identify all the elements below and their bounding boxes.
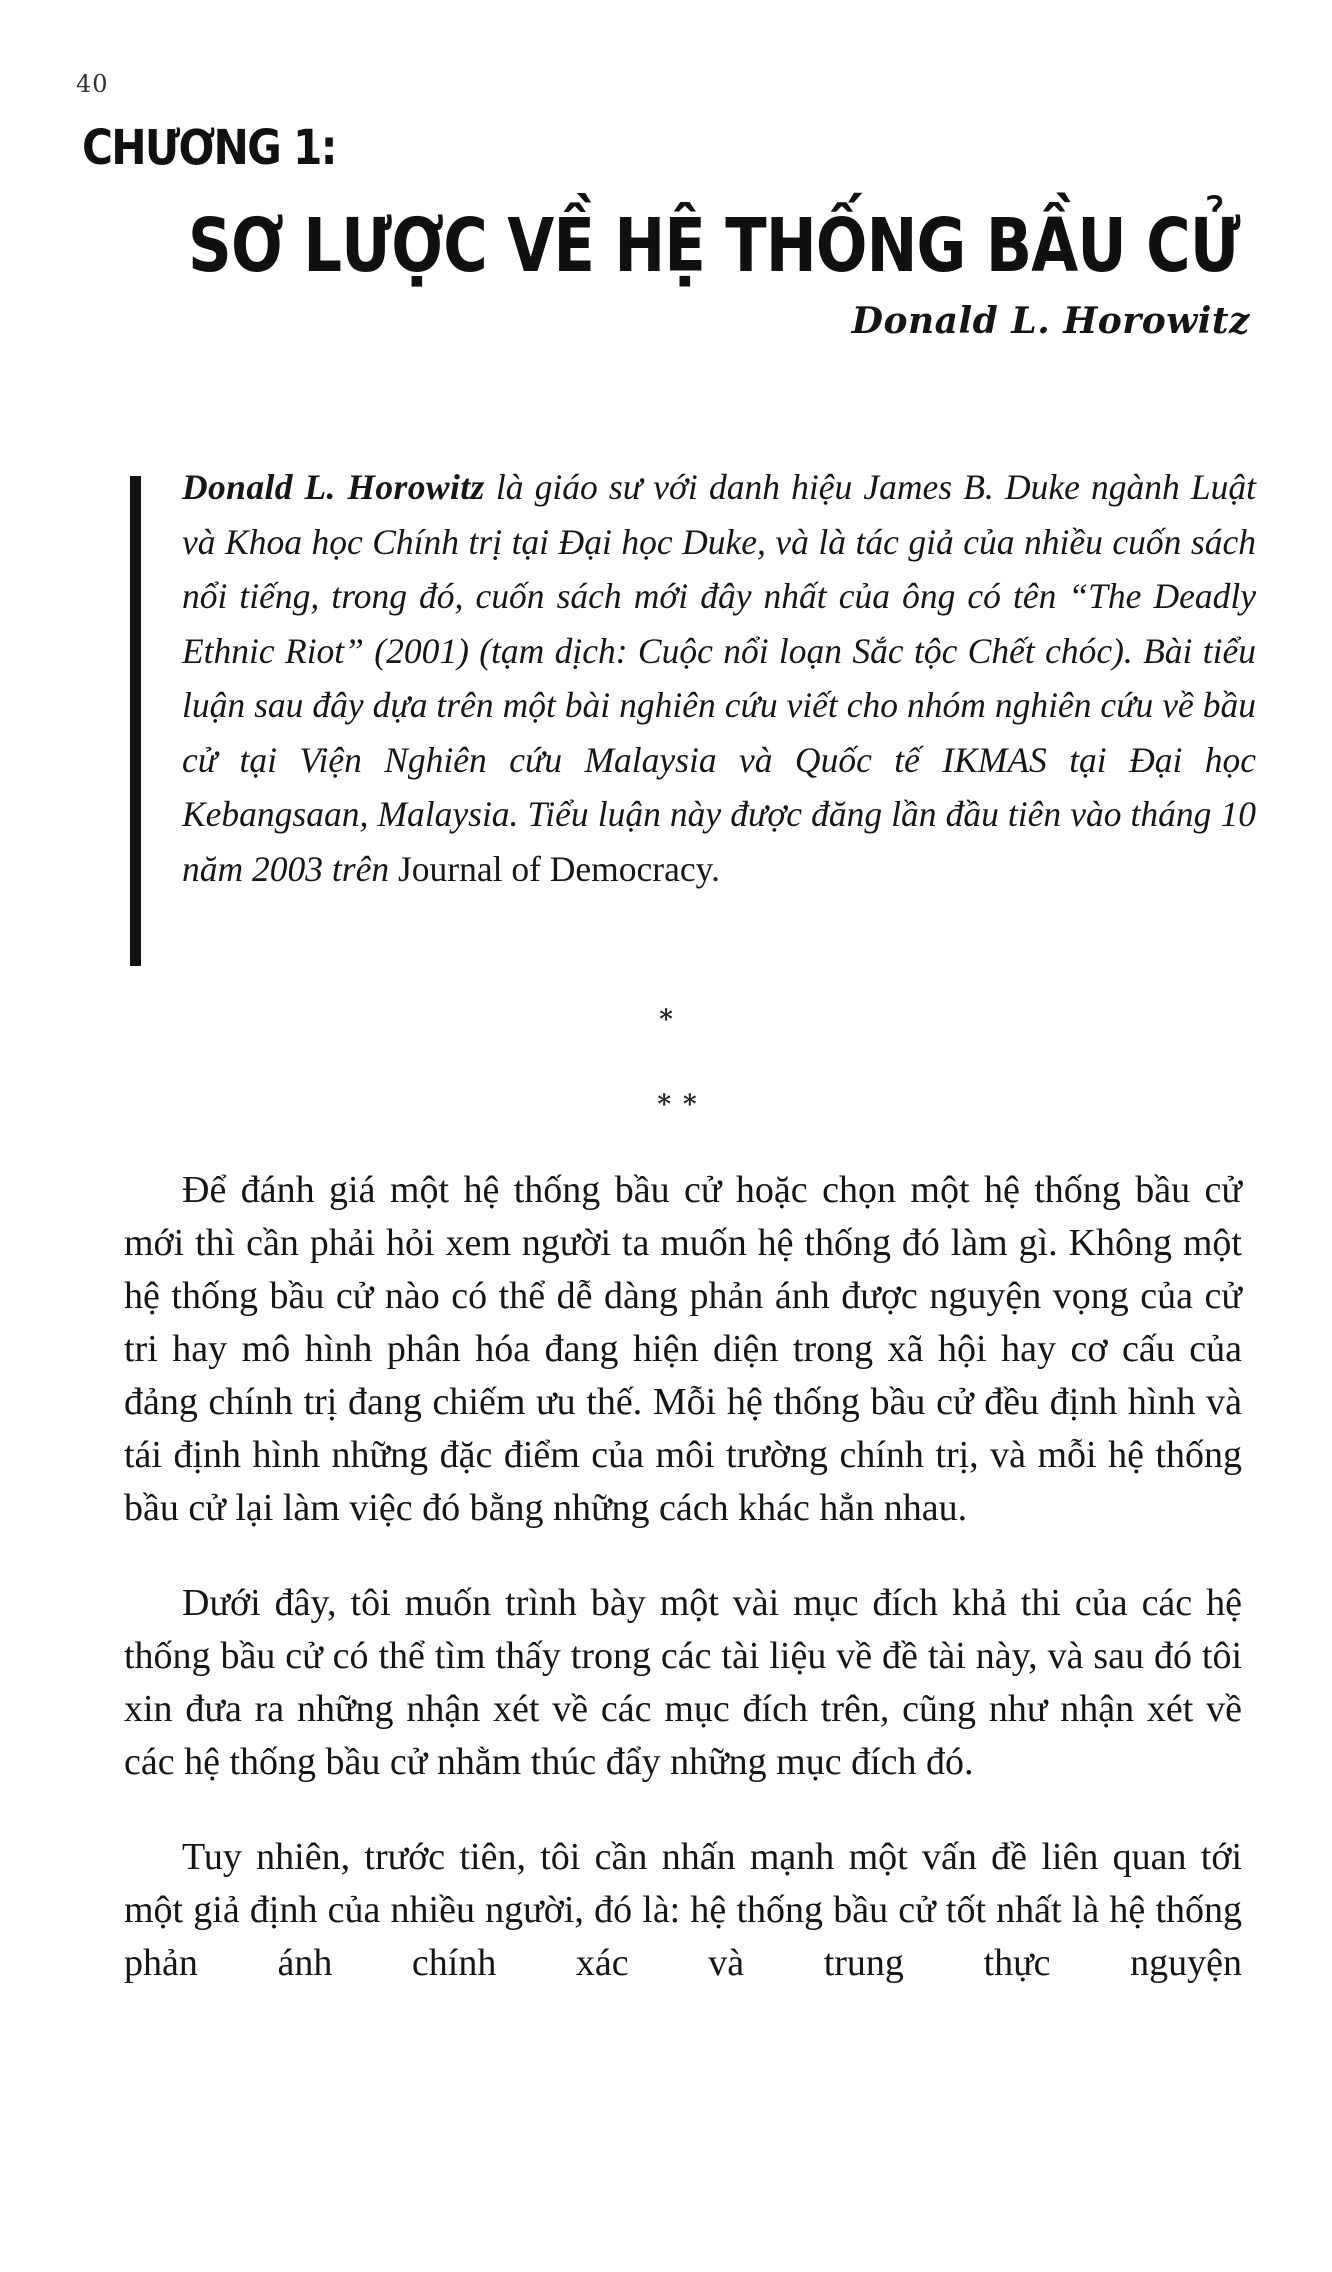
body-text (124, 1164, 1242, 1990)
author-name: Donald L. Horowitz (851, 300, 1250, 342)
body-paragraph: Tuy nhiên, trước tiên, tôi cần nhấn mạnh một vấn đề liên quan tới một giả định của nhiều người, đó là: hệ thống bầu cử tốt nhất là hệ thống phản ánh chính xác và trung thực nguyện (124, 1836, 1242, 1984)
bio-journal-name: Journal of Democracy. (397, 848, 720, 889)
body-paragraph: Dưới đây, tôi muốn trình bày một vài mục đích khả thi của các hệ thống bầu cử có thể tìm thấy trong các tài liệu về đề tài này, và sau đó tôi xin đưa ra những nhận xét về các mục đích trên, cũng như nhận xét về các hệ thống bầu cử nhằm thúc đẩy những mục đích đó. (124, 1582, 1242, 1783)
author-bio-paragraph (182, 460, 1256, 896)
chapter-title: SƠ LƯỢC VỀ HỆ THỐNG BẦU CỬ (188, 203, 1240, 289)
bio-text: là giáo sư với danh hiệu James B. Duke ngành Luật và Khoa học Chính trị tại Đại học Duke, và là tác giả của nhiều cuốn sách nổi tiếng, trong đó, cuốn sách mới đây nhất của ông có tên “The Deadly Ethnic Riot” (2001) (tạm dịch: Cuộc nổi loạn Sắc tộc Chết chóc). Bài tiểu luận sau đây dựa trên một bài nghiên cứu viết cho nhóm nghiên cứu về bầu cử tại Viện Nghiên cứu Malaysia và Quốc tế IKMAS tại Đại học Kebangsaan, Malaysia. Tiểu luận này được đăng lần đầu tiên vào tháng 10 năm 2003 trên (182, 467, 1257, 889)
section-separator-double: ** (657, 1090, 709, 1120)
body-paragraph: Để đánh giá một hệ thống bầu cử hoặc chọn một hệ thống bầu cử mới thì cần phải hỏi xem người ta muốn hệ thống đó làm gì. Không một hệ thống bầu cử nào có thể dễ dàng phản ánh được nguyện vọng của cử tri hay mô hình phân hóa đang hiện diện trong xã hội hay cơ cấu của đảng chính trị đang chiếm ưu thế. Mỗi hệ thống bầu cử đều định hình và tái định hình những đặc điểm của môi trường chính trị, và mỗi hệ thống bầu cử lại làm việc đó bằng những cách khác hẳn nhau. (124, 1169, 1242, 1529)
page-number: 40 (76, 70, 109, 98)
chapter-label: CHƯƠNG 1: (82, 120, 336, 176)
bio-author-name: Donald L. Horowitz (182, 467, 485, 507)
author-bio (182, 460, 1256, 896)
bio-sidebar-rule (130, 476, 141, 966)
section-separator-single: * (659, 1005, 685, 1035)
